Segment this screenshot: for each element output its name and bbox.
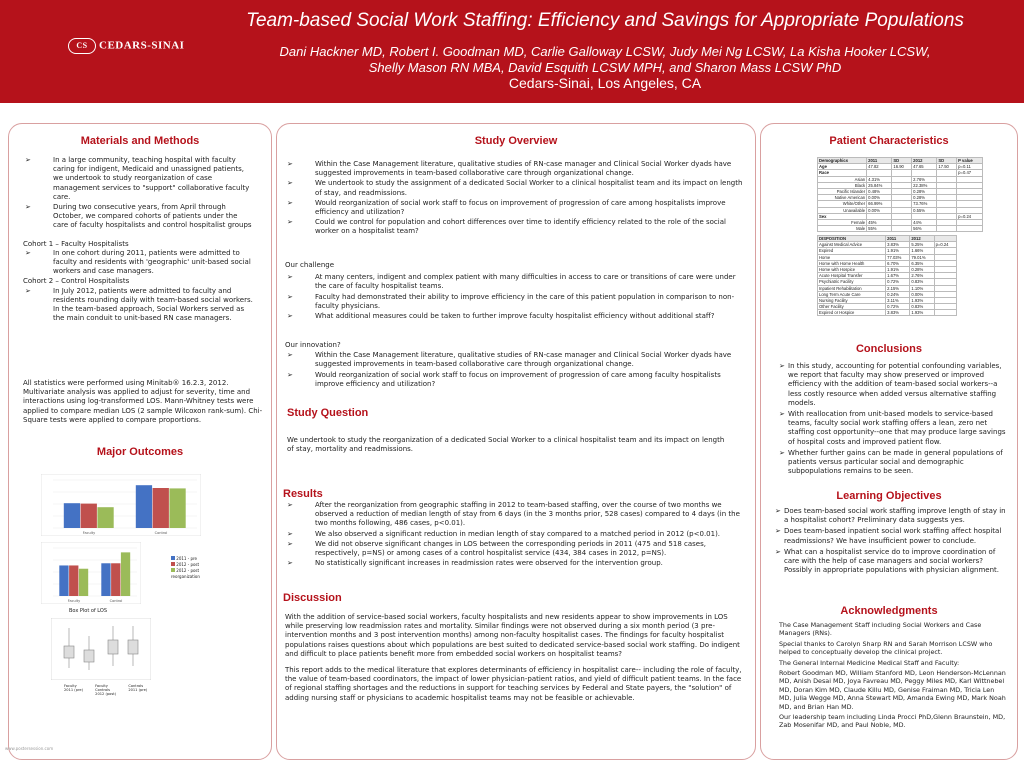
table-cell: 1.67% bbox=[886, 273, 910, 279]
box-label-2: Faculty Controls 2012 (post) bbox=[95, 684, 117, 696]
innovation-item-2: ➢ Would reorganization of social work staff to focus on improvement of progression of care among faculty hospitalists improve efficiency and utilization? bbox=[285, 371, 747, 389]
table-cell: p=0.47 bbox=[957, 170, 983, 176]
table-cell: 47.65 bbox=[912, 164, 937, 170]
table-row bbox=[818, 310, 957, 316]
table-cell: Age bbox=[818, 164, 867, 170]
right-panel bbox=[760, 123, 1018, 760]
table-cell: Asian bbox=[818, 176, 867, 182]
learning-objectives-heading: Learning Objectives bbox=[836, 490, 942, 502]
table-cell: p=0.24 bbox=[957, 213, 983, 219]
results-item-3: ➢ We did not observe significant changes in LOS between the corresponding periods in 2011 (475 and 518 cases, respectively, p=NS) or among cases of a control hospitalist service (434, 384 cases in 2012, p=NS). bbox=[285, 540, 747, 558]
bar bbox=[79, 569, 88, 596]
los-boxplot bbox=[51, 618, 151, 680]
bar bbox=[69, 565, 78, 596]
table-cell: 0.55% bbox=[912, 207, 937, 213]
discussion-heading: Discussion bbox=[283, 592, 342, 604]
table-cell: 3.11% bbox=[886, 297, 910, 303]
table-header-cell: Demographics bbox=[818, 158, 867, 164]
table-cell: 16.90 bbox=[892, 164, 912, 170]
results-item-1: ➢ After the reorganization from geographic staffing in 2012 to team-based staffing, over the course of two months we observed a reduction of median length of stay from 6 days (in the 3 months prior, 528 cases) compared to 4 days (in the two months following, 486 cases, p<0.01). bbox=[285, 501, 747, 529]
chart-legend bbox=[171, 556, 205, 580]
table-cell: Other Facility bbox=[818, 304, 886, 310]
table-cell: Acute Hospital Transfer bbox=[818, 273, 886, 279]
table-cell: Female bbox=[818, 219, 867, 225]
discussion-p1: With the addition of service-based social workers, faculty hospitalists and new residents appear to show improvements in LOS while preserving low readmission rates and mortality. Similar findings were not observed during a six month period (3 pre-intervention months and 3 post intervention months) among non-faculty hospitalist cases. The findings for faculty hospitalist populations raises questions about which populations are best suited to dedicated service-based social work staffing. Do indigent and difficult to place patients benefit more from embedded social workers on hospitalist teams? bbox=[285, 613, 740, 658]
table-cell: 0.72% bbox=[886, 279, 910, 285]
table-header-cell: P value bbox=[957, 158, 983, 164]
authors-line-1: Dani Hackner MD, Robert I. Goodman MD, Carlie Galloway LCSW, Judy Mei Ng LCSW, La Kisha Hooker LCSW, bbox=[279, 44, 931, 59]
table-cell: Psychiatric Facility bbox=[818, 279, 886, 285]
acknowledgments-heading: Acknowledgments bbox=[840, 605, 938, 617]
innovation-item-1: ➢ Within the Case Management literature, qualitative studies of RN-case manager and Clinical Social Worker dyads have suggested improvements in team-based collaborative care through organizational change. bbox=[285, 351, 747, 369]
bar bbox=[97, 507, 113, 528]
table-cell: 0.00% bbox=[910, 291, 934, 297]
learning-item-2: ➢ Does team-based inpatient social work staffing affect hospital readmissions? We have insufficient power to conclude. bbox=[775, 527, 1011, 545]
demographics-table bbox=[817, 157, 983, 232]
table-cell: 3.83% bbox=[886, 242, 910, 248]
bar bbox=[121, 552, 130, 596]
bar bbox=[153, 488, 169, 528]
legend-item: 2012 - post reorganization bbox=[171, 568, 200, 579]
poster-header bbox=[0, 0, 1024, 103]
table-cell: 77.03% bbox=[886, 254, 910, 260]
box-label-1: Faculty 2011 (pre) bbox=[64, 684, 83, 692]
cohort2-title: Cohort 2 – Control Hospitalists bbox=[23, 277, 130, 286]
logo-text: CEDARS-SINAI bbox=[99, 39, 185, 52]
x-tick-label: Control bbox=[109, 599, 123, 603]
table-cell: 0.83% bbox=[910, 279, 934, 285]
table-cell: 2.15% bbox=[886, 285, 910, 291]
table-cell: 0.00% bbox=[867, 207, 892, 213]
table-cell: Expired bbox=[818, 248, 886, 254]
x-tick-label: Faculty bbox=[67, 599, 81, 603]
table-cell: Black bbox=[818, 182, 867, 188]
legend-item: 2012 - post bbox=[171, 562, 205, 568]
ack-para: The General Internal Medicine Medical Staff and Faculty: bbox=[779, 658, 960, 667]
table-cell: 17.50 bbox=[937, 164, 957, 170]
table-cell: p=0.24 bbox=[934, 242, 956, 248]
legend-item: 2011 - pre bbox=[171, 556, 205, 562]
table-cell: 2.76% bbox=[912, 176, 937, 182]
outcomes-heading: Major Outcomes bbox=[96, 446, 184, 458]
table-cell: 1.93% bbox=[910, 310, 934, 316]
study-question-text: We undertook to study the reorganization of a dedicated Social Worker to a clinical hospitalist team and its impact on length of stay, mortality and readmissions. bbox=[287, 436, 725, 454]
study-overview-heading: Study Overview bbox=[474, 135, 558, 147]
table-cell: Home bbox=[818, 254, 886, 260]
middle-panel bbox=[276, 123, 756, 760]
innovation-title: Our innovation? bbox=[285, 341, 341, 349]
table-cell: 3.83% bbox=[886, 310, 910, 316]
challenge-item-1: ➢ At many centers, indigent and complex patient with many difficulties in access to care or transitions of care were under the care of faculty hospitalist teams. bbox=[285, 273, 747, 291]
table-cell: 1.10% bbox=[910, 285, 934, 291]
table-cell: 6.35% bbox=[910, 260, 934, 266]
conclusions-heading: Conclusions bbox=[855, 343, 922, 355]
table-cell: 1.93% bbox=[910, 297, 934, 303]
bar bbox=[101, 563, 110, 596]
bar bbox=[169, 488, 185, 528]
table-header-cell: 2012 bbox=[910, 236, 934, 242]
table-cell: 56% bbox=[912, 226, 937, 232]
disposition-table bbox=[817, 235, 957, 316]
box-label-3: Controls 2011 (pre) bbox=[128, 684, 148, 692]
table-cell: 25.84% bbox=[867, 182, 892, 188]
table-cell: 2.76% bbox=[910, 273, 934, 279]
table-cell: Nursing Facility bbox=[818, 297, 886, 303]
overview-item-2: ➢ We undertook to study the assignment of a dedicated Social Worker to a clinical hospitalist team and its impact on length of stay, and readmissions. bbox=[285, 179, 747, 197]
table-cell: 55% bbox=[867, 226, 892, 232]
table-row bbox=[818, 242, 957, 248]
table-cell: White/Other bbox=[818, 201, 867, 207]
table-cell: 45% bbox=[867, 219, 892, 225]
bar bbox=[111, 563, 120, 596]
table-cell: 0.48% bbox=[867, 188, 892, 194]
overview-intro bbox=[285, 160, 747, 238]
table-cell: Long Term Acute Care bbox=[818, 291, 886, 297]
challenge-title: Our challenge bbox=[285, 261, 335, 269]
patient-characteristics-heading: Patient Characteristics bbox=[829, 135, 949, 147]
table-cell bbox=[934, 310, 956, 316]
table-header-cell: 2011 bbox=[886, 236, 910, 242]
table-header-cell: DISPOSITION bbox=[818, 236, 886, 242]
table-cell: 73.76% bbox=[912, 201, 937, 207]
table-cell: Pacific Islander bbox=[818, 188, 867, 194]
x-tick-label: Control bbox=[154, 531, 168, 535]
x-tick-label: Faculty bbox=[82, 531, 96, 535]
innovation-section bbox=[285, 341, 747, 390]
results-item-4: ➢ No statistically significant increases in readmission rates were observed for the intervention group. bbox=[285, 559, 747, 568]
table-cell: Sex bbox=[818, 213, 867, 219]
table-cell: p=0.11 bbox=[957, 164, 983, 170]
table-header-cell: SD bbox=[892, 158, 912, 164]
table-cell: Home with Hospice bbox=[818, 266, 886, 272]
table-cell: Unavailable bbox=[818, 207, 867, 213]
table-cell: 1.91% bbox=[886, 248, 910, 254]
table-cell: Home with Home Health bbox=[818, 260, 886, 266]
study-question-heading: Study Question bbox=[287, 407, 369, 419]
conclusions-list bbox=[779, 362, 1011, 476]
table-cell: 47.82 bbox=[867, 164, 892, 170]
materials-intro-1: ➢ In a large community, teaching hospital with faculty caring for indigent, Medicaid and unassigned patients, we undertook to study reorganization of case management services to "support" collaborative faculty care. bbox=[23, 156, 253, 202]
table-cell: 4.31% bbox=[867, 176, 892, 182]
table-cell: 1.91% bbox=[886, 266, 910, 272]
logo-mark: CS bbox=[68, 38, 96, 54]
conclusion-item-3: ➢ Whether further gains can be made in general populations of patients versus particular social and demographic subpopulations remains to be seen. bbox=[779, 449, 1011, 477]
table-header-cell: 2011 bbox=[867, 158, 892, 164]
table-cell: Native American bbox=[818, 195, 867, 201]
table-cell: Male bbox=[818, 226, 867, 232]
results-list bbox=[285, 501, 747, 569]
table-header-cell: SD bbox=[937, 158, 957, 164]
bar bbox=[81, 504, 97, 528]
table-cell: 0.28% bbox=[912, 195, 937, 201]
acknowledgments-text bbox=[779, 621, 1007, 730]
poster-title: Team-based Social Work Staffing: Efficiency and Savings for Appropriate Populations bbox=[246, 10, 964, 31]
table-cell bbox=[957, 226, 983, 232]
table-cell bbox=[892, 226, 912, 232]
challenge-item-2: ➢ Faculty had demonstrated their ability to improve efficiency in the care of this patient population in comparison to non-faculty physicians. bbox=[285, 293, 747, 311]
ack-para: Our leadership team including Linda Procci PhD,Glenn Braunstein, MD, Zab Mosenifar MD, and Paul Noble, MD. bbox=[779, 713, 1006, 730]
conclusion-item-1: ➢ In this study, accounting for potential confounding variables, we report that faculty may show preserved or improved efficiency with the addition of team-based social workers--a less costly resource when added versus alternative staffing models. bbox=[779, 362, 1011, 408]
footer-credit: www.postersession.com bbox=[5, 746, 54, 751]
boxplot-title: Box Plot of LOS bbox=[69, 608, 108, 614]
overview-item-1: ➢ Within the Case Management literature, qualitative studies of RN-case manager and Clinical Social Worker dyads have suggested improvements in team-based collaborative care through organizational change. bbox=[285, 160, 747, 178]
challenge-item-3: ➢ What additional measures could be taken to further improve faculty hospitalist efficiency without additional staff? bbox=[285, 312, 747, 321]
table-cell: 0.72% bbox=[886, 304, 910, 310]
boxplot-labels bbox=[64, 684, 184, 696]
table-cell: 0.00% bbox=[867, 195, 892, 201]
table-header-cell: 2012 bbox=[912, 158, 937, 164]
learning-list bbox=[775, 507, 1011, 575]
conclusion-item-2: ➢ With reallocation from unit-based models to service-based teams, faculty social work staffing offers a lean, zero net staffing cost opportunity--one that may produce large savings of hospital costs and improved patient flow. bbox=[779, 410, 1011, 447]
results-item-2: ➢ We also observed a significant reduction in median length of stay compared to a matched period in 2012 (p<0.01). bbox=[285, 530, 747, 539]
overview-item-3: ➢ Would reorganization of social work staff to focus on improvement of progression of care among hospitalists improve efficiency and utilization? bbox=[285, 199, 747, 217]
table-cell: 22.38% bbox=[912, 182, 937, 188]
ack-para: Robert Goodman MD, William Stanford MD, Leon Henderson-McLennan MD, Anish Desai MD, Joya Favreau MD, Peggy Miles MD, Karl Wittnebel MD, Doran Kim MD, Claude Killu MD, Genise Fraiman MD, Tricia Len MD, Julia Wegge MD, Anna Stewart MD, Amanda Ewing MD, Mark Noah MD, and Brian Han MD. bbox=[779, 669, 1006, 711]
los-bar-chart bbox=[41, 474, 201, 536]
challenge-section bbox=[285, 261, 747, 322]
cedars-sinai-logo bbox=[68, 38, 184, 54]
table-cell: Against Medical Advice bbox=[818, 242, 886, 248]
authors-line-2: Shelly Mason RN MBA, David Esquith LCSW MPH, and Sharon Mass LCSW PhD bbox=[368, 60, 842, 75]
institution: Cedars-Sinai, Los Angeles, CA bbox=[508, 75, 702, 91]
table-cell: 6.70% bbox=[886, 260, 910, 266]
table-cell: 44% bbox=[912, 219, 937, 225]
learning-item-3: ➢ What can a hospitalist service do to improve coordination of care with the help of case managers and social workers? Possibly in appropriate populations with physician alignment. bbox=[775, 548, 1011, 576]
learning-item-1: ➢ Does team-based social work staffing improve length of stay in a hospitalist cohort? Preliminary data suggests yes. bbox=[775, 507, 1011, 525]
statistics-text: All statistics were performed using Minitab® 16.2.3, 2012. Multivariate analysis was applied to adjust for severity, time and interactions using log-transformed LOS. Mann-Whitney tests were applied to compare median LOS (2 sample Wilcoxon rank-sum). Chi-Square tests were applied to compare proportions. bbox=[23, 379, 263, 424]
table-cell: 79.01% bbox=[910, 254, 934, 260]
ack-para: The Case Management Staff including Social Workers and Case Managers (RNs). bbox=[779, 621, 982, 638]
table-cell: Race bbox=[818, 170, 867, 176]
table-cell: Inpatient Rehabilitation bbox=[818, 285, 886, 291]
left-panel bbox=[8, 123, 272, 760]
materials-body bbox=[23, 156, 253, 324]
bar bbox=[136, 485, 152, 528]
bar bbox=[64, 503, 80, 528]
bar bbox=[59, 565, 68, 596]
table-cell: 0.28% bbox=[912, 188, 937, 194]
table-cell: 0.24% bbox=[886, 291, 910, 297]
table-cell: Expired or Hospice bbox=[818, 310, 886, 316]
cohort2-text: ➢ In July 2012, patients were admitted to faculty and residents rounding daily with team-based social workers. In the team-based approach, Social Workers served as the main conduit to unit-based RN case managers. bbox=[23, 287, 253, 324]
overview-item-4: ➢ Could we control for population and cohort differences over time to identify efficiency related to the role of the social worker on a hospitalist team? bbox=[285, 218, 747, 236]
table-cell: 0.83% bbox=[910, 304, 934, 310]
ack-para: Special thanks to Carolyn Sharp RN and Sarah Morrison LCSW who helped to conceptually develop the clinical project. bbox=[779, 639, 993, 657]
table-cell: 5.25% bbox=[910, 242, 934, 248]
discussion-p2: This report adds to the medical literature that explores determinants of efficiency in hospitalist care-- including the role of faculty, the value of team-based coordinators, the impact of lower physician-patient ratios, and yield of difficult patient teams. In the face of regional staffing shortages and the reductions in support for teaching services by Federal and State payers, the "solution" of adding nursing staff or physicians to academic hospitalist teams may not be feasible or achievable. bbox=[285, 666, 742, 702]
results-heading: Results bbox=[283, 488, 323, 500]
cohort1-text: ➢ In one cohort during 2011, patients were admitted to faculty and residents with 'geographic' unit-based social workers and case managers. bbox=[23, 249, 253, 277]
poster-authors bbox=[210, 44, 1000, 76]
table-cell: 0.28% bbox=[910, 266, 934, 272]
readmission-bar-chart bbox=[41, 542, 141, 604]
cohort1-title: Cohort 1 – Faculty Hospitalists bbox=[23, 239, 129, 248]
table-cell: 66.99% bbox=[867, 201, 892, 207]
table-cell bbox=[937, 226, 957, 232]
materials-intro-2: ➢ During two consecutive years, from April through October, we compared cohorts of patients under the care of faculty hospitalists and control hospitalist groups bbox=[23, 203, 253, 231]
table-row bbox=[818, 226, 983, 232]
materials-heading: Materials and Methods bbox=[80, 135, 200, 147]
table-cell: 1.66% bbox=[910, 248, 934, 254]
